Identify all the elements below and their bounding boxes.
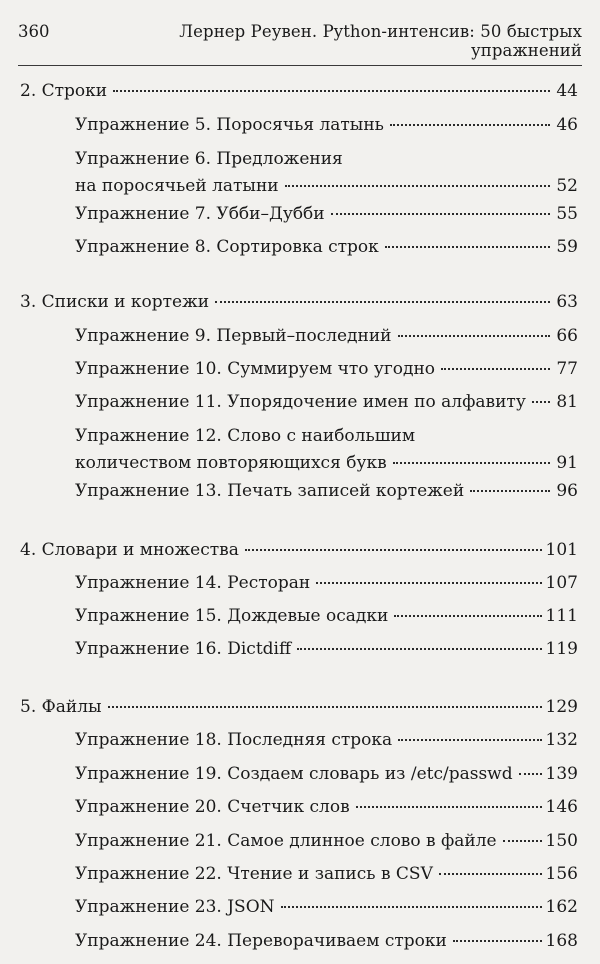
dot-leader [532,401,550,403]
toc-entry-label: 4. Словари и множества [20,540,239,560]
toc-page-number: 55 [556,204,578,224]
toc-page-number: 44 [556,81,578,101]
toc-page-number: 81 [556,392,578,412]
toc-entry-label: Упражнение 19. Создаем словарь из /etc/passwd [75,764,513,784]
toc-entry-label: Упражнение 21. Самое длинное слово в файле [75,831,497,851]
toc-entry-label: 2. Строки [20,81,108,101]
toc-page-number: 119 [545,639,578,659]
toc-entry-label: Упражнение 24. Переворачиваем строки [75,931,447,951]
toc-entry-label: Упражнение 13. Печать записей кортежей [75,481,465,501]
dot-leader [316,582,541,584]
toc-entry-label: 3. Списки и кортежи [20,292,210,312]
toc-page-number: 150 [545,831,578,851]
toc-entry-label: 5. Файлы [20,697,102,717]
toc-page-number: 59 [556,237,578,257]
dot-leader [385,246,550,248]
dot-leader [439,873,542,875]
toc-page-number: 52 [556,176,578,196]
toc-page-number: 96 [556,481,578,501]
dot-leader [519,773,542,775]
dot-leader [503,840,542,842]
toc-entry-label-cont: количеством повторяющихся букв [75,453,387,473]
dot-leader [281,906,542,908]
toc-page-number: 111 [545,606,578,626]
toc-page-number: 107 [545,573,578,593]
dot-leader [394,615,541,617]
dot-leader [398,739,541,741]
dot-leader [331,213,550,215]
dot-leader [215,301,550,303]
toc-page-number: 91 [556,453,578,473]
toc-entry-label: Упражнение 23. JSON [75,897,275,917]
toc-page-number: 63 [556,292,578,312]
toc-page-number: 46 [556,115,578,135]
toc-entry-label-cont: на поросячьей латыни [75,176,279,196]
toc-entry-label: Упражнение 14. Ресторан [75,573,311,593]
toc-page-number: 162 [545,897,578,917]
toc-page-number: 77 [556,359,578,379]
toc-page-number: 146 [545,797,578,817]
toc-page-number: 168 [545,931,578,951]
toc-page-number: 129 [545,697,578,717]
toc-entry-label: Упражнение 20. Счетчик слов [75,797,350,817]
toc-entry-label: Упражнение 8. Сортировка строк [75,237,379,257]
book-title: Лернер Реувен. Python-интенсив: 50 быстрых упражнений [179,22,582,60]
dot-leader [441,368,550,370]
toc-page-number: 139 [545,764,578,784]
dot-leader [245,549,542,551]
page-number: 360 [18,22,50,41]
dot-leader [398,335,550,337]
dot-leader [108,706,542,708]
toc-entry-label: Упражнение 11. Упорядочение имен по алфавиту [75,392,526,412]
toc-page-number: 66 [556,326,578,346]
toc-entry-label: Упражнение 18. Последняя строка [75,730,393,750]
toc-entry-label: Упражнение 10. Суммируем что угодно [75,359,436,379]
toc-entry-label: Упражнение 15. Дождевые осадки [75,606,389,626]
toc-entry-label: Упражнение 7. Убби–Дубби [75,204,325,224]
toc-entry-label: Упражнение 16. Dictdiff [75,639,292,659]
toc-page-number: 156 [545,864,578,884]
dot-leader [356,806,542,808]
dot-leader [393,462,550,464]
dot-leader [390,124,550,126]
toc-page-number: 132 [545,730,578,750]
dot-leader [297,648,542,650]
dot-leader [453,940,542,942]
toc-entry-label: Упражнение 22. Чтение и запись в CSV [75,864,433,884]
dot-leader [285,185,550,187]
toc-entry-label: Упражнение 6. Предложения [75,149,343,169]
toc-page-number: 101 [545,540,578,560]
dot-leader [113,90,550,92]
toc-entry-label: Упражнение 5. Поросячья латынь [75,115,384,135]
toc-entry-label: Упражнение 9. Первый–последний [75,326,392,346]
dot-leader [470,490,550,492]
toc-entry-label: Упражнение 12. Слово с наибольшим [75,426,416,446]
